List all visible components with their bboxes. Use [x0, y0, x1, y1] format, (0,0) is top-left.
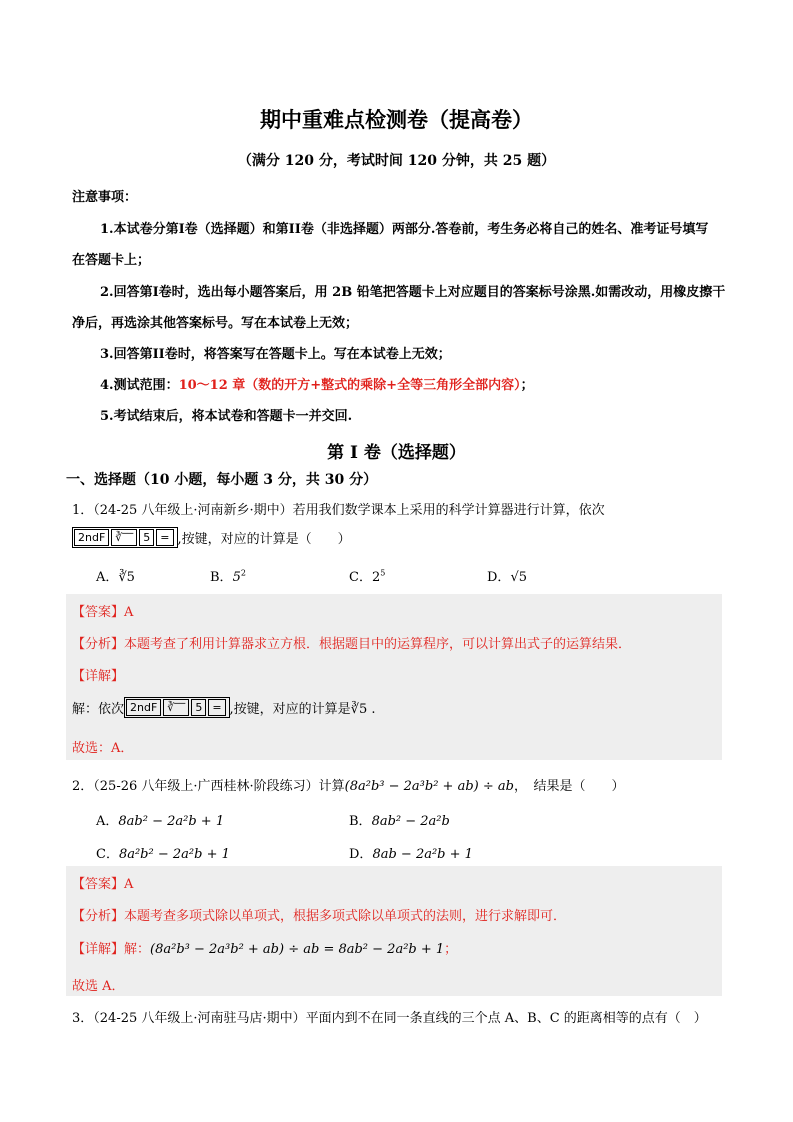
q1-option-d[interactable]	[487, 566, 527, 585]
q2-option-b-label: B．	[349, 814, 372, 829]
q1-option-b[interactable]	[210, 566, 246, 585]
section-title: 第 I 卷（选择题）	[327, 443, 466, 463]
key-equals: =	[208, 699, 225, 716]
q2-stem-suffix: ， 结果是（ ）	[513, 779, 625, 794]
q2-option-c[interactable]	[96, 843, 230, 862]
key-5: 5	[191, 699, 206, 716]
q1-stem: 1．（24-25 八年级上·河南新乡·期中）若用我们数学课本上采用的科学计算器进行计算，依次	[72, 503, 605, 518]
q2-option-c-value: 8a²b² − 2a²b + 1	[118, 847, 230, 862]
q1-option-a-value: ∛5	[118, 570, 135, 585]
notice-item-4-suffix: ；	[520, 378, 534, 393]
key-cuberoot: ∛‾‾	[111, 529, 137, 546]
notice-item-5: 5.考试结束后，将本试卷和答题卡一并交回.	[100, 409, 353, 424]
page-subtitle: （满分 120 分，考试时间 120 分钟，共 25 题）	[237, 153, 556, 169]
q1-option-a-label: A．	[96, 570, 119, 585]
q1-option-a[interactable]	[96, 566, 135, 585]
notice-item-2-cont: 净后，再选涂其他答案标号。写在本试卷上无效；	[72, 316, 359, 331]
notice-heading: 注意事项：	[72, 190, 138, 205]
q1-option-d-value: √5	[510, 570, 527, 585]
q1-option-b-base: 5	[232, 570, 241, 585]
q3-stem: 3．（24-25 八年级上·河南驻马店·期中）平面内到不在同一条直线的三个点 A、B、C 的距离相等的点有（ ）	[72, 1011, 707, 1026]
q1-option-c-exp: 5	[380, 568, 386, 578]
test-range: 10～12 章（数的开方+整式的乘除+全等三角形全部内容）	[178, 378, 521, 393]
page-title: 期中重难点检测卷（提高卷）	[260, 107, 533, 132]
q2-detail-prefix: 【详解】解：	[72, 942, 151, 957]
q1-option-d-label: D．	[487, 570, 511, 585]
q2-option-a-label: A．	[96, 814, 119, 829]
q2-answer: 【答案】A	[72, 877, 134, 892]
q1-solution-box	[66, 594, 722, 760]
q1-option-c[interactable]	[349, 566, 385, 585]
notice-item-1: 1.本试卷分第I卷（选择题）和第II卷（非选择题）两部分.答卷前，考生务必将自己的姓名、准考证号填写	[100, 222, 709, 237]
q1-option-c-base: 2	[371, 570, 381, 585]
q1-detail	[72, 697, 375, 718]
q1-keys-suffix: ,按键，对应的计算是（ ）	[177, 532, 351, 547]
key-2ndf: 2ndF	[126, 699, 161, 716]
q1-detail-prefix: 解：依次	[72, 702, 125, 717]
notice-item-4	[100, 374, 534, 393]
notice-item-2: 2.回答第I卷时，选出每小题答案后，用 2B 铅笔把答题卡上对应题目的答案标号涂黑.如需改动，用橡皮擦干	[100, 285, 726, 300]
q2-analysis: 【分析】本题考查多项式除以单项式，根据多项式除以单项式的法则，进行求解即可．	[72, 909, 567, 924]
q1-choose: 故选：A．	[72, 741, 134, 756]
q2-option-d-label: D．	[349, 847, 373, 862]
key-cuberoot: ∛‾‾	[163, 699, 189, 716]
q2-option-d-value: 8ab − 2a²b + 1	[372, 847, 473, 862]
notice-item-1-cont: 在答题卡上；	[72, 253, 151, 268]
q2-option-d[interactable]	[349, 843, 473, 862]
q2-option-c-label: C．	[96, 847, 119, 862]
q2-option-a[interactable]	[96, 810, 224, 829]
q2-choose: 故选 A．	[72, 979, 125, 994]
q2-stem-prefix: 2．（25-26 八年级上·广西桂林·阶段练习）计算	[72, 779, 345, 794]
key-2ndf: 2ndF	[74, 529, 109, 546]
q1-answer: 【答案】A	[72, 605, 134, 620]
q2-option-a-value: 8ab² − 2a²b + 1	[118, 814, 225, 829]
q1-option-b-label: B．	[210, 570, 233, 585]
notice-item-4-prefix: 4.测试范围：	[100, 378, 179, 393]
q2-option-b[interactable]	[349, 810, 450, 829]
q2-option-b-value: 8ab² − 2a²b	[371, 814, 450, 829]
q2-detail	[72, 938, 457, 957]
key-sequence-detail	[124, 697, 230, 718]
q2-expression: (8a²b³ − 2a³b² + ab) ÷ ab	[344, 779, 514, 794]
part-heading: 一、选择题（10 小题，每小题 3 分，共 30 分）	[66, 472, 378, 488]
q1-keys-line	[72, 527, 351, 548]
key-5: 5	[139, 529, 154, 546]
q2-detail-suffix: ；	[444, 942, 458, 957]
q2-detail-expression: (8a²b³ − 2a³b² + ab) ÷ ab = 8ab² − 2a²b + 1	[150, 942, 445, 957]
q1-detail-suffix: ,按键，对应的计算是∛5 .	[229, 702, 376, 717]
q1-option-c-label: C．	[349, 570, 372, 585]
key-sequence	[72, 527, 178, 548]
q1-option-b-exp: 2	[240, 568, 246, 578]
q2-stem	[72, 775, 624, 794]
q1-analysis: 【分析】本题考查了利用计算器求立方根．根据题目中的运算程序，可以计算出式子的运算结果．	[72, 637, 632, 652]
key-equals: =	[156, 529, 173, 546]
q2-solution-box	[66, 866, 722, 996]
notice-item-3: 3.回答第II卷时，将答案写在答题卡上。写在本试卷上无效；	[100, 347, 451, 362]
q1-detail-heading: 【详解】	[72, 669, 125, 684]
